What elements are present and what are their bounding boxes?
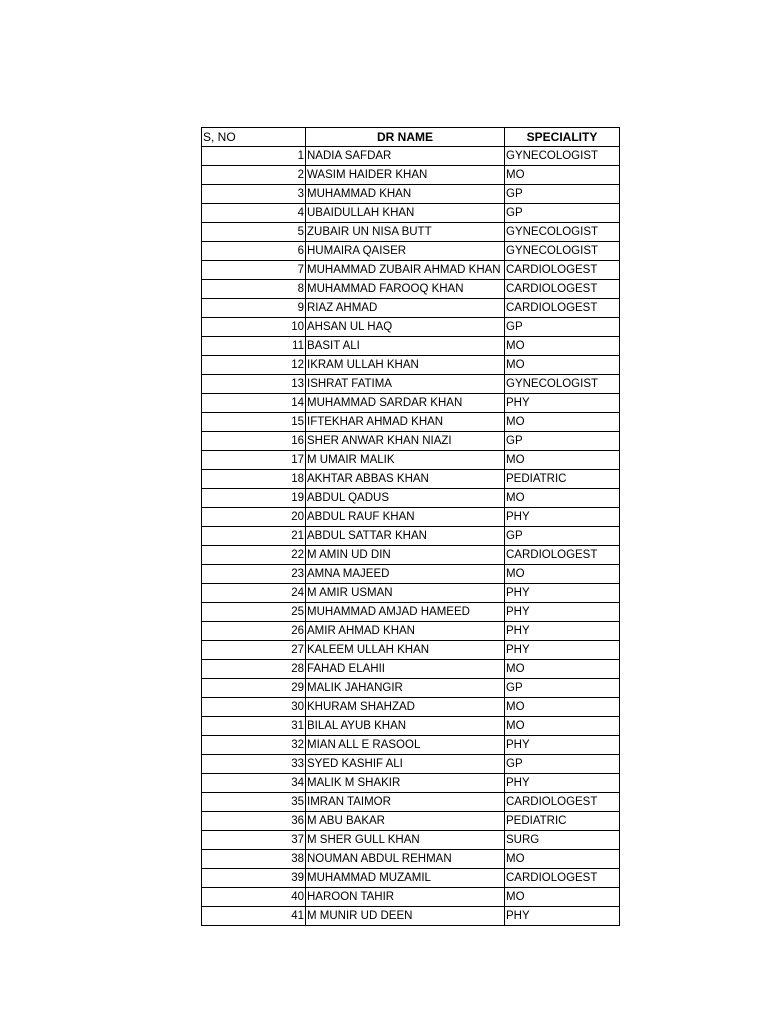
table-row xyxy=(202,641,620,660)
cell-sno: 5 xyxy=(202,223,306,242)
header-row xyxy=(202,128,620,147)
cell-sno: 22 xyxy=(202,546,306,565)
cell-dr-name: M AMIR USMAN xyxy=(306,584,505,603)
cell-speciality: CARDIOLOGEST xyxy=(505,869,620,888)
cell-sno: 1 xyxy=(202,147,306,166)
cell-sno: 13 xyxy=(202,375,306,394)
cell-dr-name: HUMAIRA QAISER xyxy=(306,242,505,261)
cell-sno: 16 xyxy=(202,432,306,451)
cell-speciality: PHY xyxy=(505,622,620,641)
cell-dr-name: MALIK JAHANGIR xyxy=(306,679,505,698)
table-row xyxy=(202,736,620,755)
table-row xyxy=(202,527,620,546)
cell-speciality: MO xyxy=(505,166,620,185)
cell-sno: 37 xyxy=(202,831,306,850)
cell-speciality: PHY xyxy=(505,736,620,755)
cell-speciality: MO xyxy=(505,489,620,508)
cell-sno: 28 xyxy=(202,660,306,679)
table-row xyxy=(202,280,620,299)
cell-speciality: MO xyxy=(505,698,620,717)
cell-dr-name: AMIR AHMAD KHAN xyxy=(306,622,505,641)
cell-speciality: PHY xyxy=(505,641,620,660)
cell-speciality: MO xyxy=(505,337,620,356)
cell-sno: 11 xyxy=(202,337,306,356)
cell-dr-name: SYED KASHIF ALI xyxy=(306,755,505,774)
cell-speciality: CARDIOLOGEST xyxy=(505,261,620,280)
table-row xyxy=(202,204,620,223)
cell-dr-name: MUHAMMAD AMJAD HAMEED xyxy=(306,603,505,622)
cell-sno: 31 xyxy=(202,717,306,736)
cell-sno: 25 xyxy=(202,603,306,622)
cell-sno: 27 xyxy=(202,641,306,660)
table-row xyxy=(202,394,620,413)
cell-dr-name: IFTEKHAR AHMAD KHAN xyxy=(306,413,505,432)
cell-dr-name: ABDUL QADUS xyxy=(306,489,505,508)
table-row xyxy=(202,508,620,527)
cell-dr-name: M ABU BAKAR xyxy=(306,812,505,831)
cell-dr-name: MUHAMMAD ZUBAIR AHMAD KHAN xyxy=(306,261,505,280)
cell-dr-name: M MUNIR UD DEEN xyxy=(306,907,505,926)
cell-sno: 41 xyxy=(202,907,306,926)
table-row xyxy=(202,432,620,451)
cell-dr-name: UBAIDULLAH KHAN xyxy=(306,204,505,223)
cell-dr-name: IKRAM ULLAH KHAN xyxy=(306,356,505,375)
cell-dr-name: ISHRAT FATIMA xyxy=(306,375,505,394)
cell-speciality: GYNECOLOGIST xyxy=(505,375,620,394)
cell-speciality: MO xyxy=(505,717,620,736)
table-row xyxy=(202,166,620,185)
table-row xyxy=(202,185,620,204)
cell-speciality: GYNECOLOGIST xyxy=(505,147,620,166)
cell-dr-name: M UMAIR MALIK xyxy=(306,451,505,470)
table-row xyxy=(202,413,620,432)
cell-sno: 30 xyxy=(202,698,306,717)
cell-dr-name: RIAZ AHMAD xyxy=(306,299,505,318)
cell-sno: 38 xyxy=(202,850,306,869)
table-row xyxy=(202,755,620,774)
cell-dr-name: HAROON TAHIR xyxy=(306,888,505,907)
cell-speciality: GP xyxy=(505,679,620,698)
table-row xyxy=(202,337,620,356)
cell-dr-name: AMNA MAJEED xyxy=(306,565,505,584)
table-row xyxy=(202,698,620,717)
table-row xyxy=(202,888,620,907)
cell-dr-name: BASIT ALI xyxy=(306,337,505,356)
cell-speciality: GP xyxy=(505,318,620,337)
cell-speciality: MO xyxy=(505,565,620,584)
cell-speciality: CARDIOLOGEST xyxy=(505,280,620,299)
table-row xyxy=(202,451,620,470)
cell-dr-name: MIAN ALL E RASOOL xyxy=(306,736,505,755)
cell-dr-name: WASIM HAIDER KHAN xyxy=(306,166,505,185)
table-row xyxy=(202,470,620,489)
cell-dr-name: NADIA SAFDAR xyxy=(306,147,505,166)
cell-dr-name: KALEEM ULLAH KHAN xyxy=(306,641,505,660)
cell-dr-name: MALIK M SHAKIR xyxy=(306,774,505,793)
cell-sno: 34 xyxy=(202,774,306,793)
cell-sno: 21 xyxy=(202,527,306,546)
table-row xyxy=(202,622,620,641)
table-row xyxy=(202,812,620,831)
cell-sno: 4 xyxy=(202,204,306,223)
cell-speciality: PHY xyxy=(505,394,620,413)
table-row xyxy=(202,774,620,793)
cell-speciality: GYNECOLOGIST xyxy=(505,223,620,242)
cell-speciality: MO xyxy=(505,888,620,907)
table-row xyxy=(202,869,620,888)
cell-speciality: GP xyxy=(505,204,620,223)
cell-sno: 29 xyxy=(202,679,306,698)
table-body xyxy=(202,147,620,926)
cell-speciality: MO xyxy=(505,850,620,869)
cell-sno: 35 xyxy=(202,793,306,812)
cell-speciality: MO xyxy=(505,660,620,679)
cell-sno: 26 xyxy=(202,622,306,641)
cell-dr-name: IMRAN TAIMOR xyxy=(306,793,505,812)
table-row xyxy=(202,793,620,812)
cell-speciality: PHY xyxy=(505,603,620,622)
cell-dr-name: MUHAMMAD SARDAR KHAN xyxy=(306,394,505,413)
header-speciality: SPECIALITY xyxy=(505,128,620,147)
cell-sno: 2 xyxy=(202,166,306,185)
cell-dr-name: ABDUL SATTAR KHAN xyxy=(306,527,505,546)
cell-sno: 3 xyxy=(202,185,306,204)
cell-sno: 19 xyxy=(202,489,306,508)
cell-dr-name: ABDUL RAUF KHAN xyxy=(306,508,505,527)
table-row xyxy=(202,831,620,850)
cell-sno: 15 xyxy=(202,413,306,432)
cell-dr-name: AKHTAR ABBAS KHAN xyxy=(306,470,505,489)
cell-dr-name: MUHAMMAD MUZAMIL xyxy=(306,869,505,888)
cell-speciality: MO xyxy=(505,356,620,375)
cell-speciality: SURG xyxy=(505,831,620,850)
cell-sno: 7 xyxy=(202,261,306,280)
cell-speciality: PEDIATRIC xyxy=(505,470,620,489)
cell-sno: 40 xyxy=(202,888,306,907)
cell-dr-name: BILAL AYUB KHAN xyxy=(306,717,505,736)
cell-dr-name: M AMIN UD DIN xyxy=(306,546,505,565)
cell-speciality: PHY xyxy=(505,508,620,527)
cell-speciality: MO xyxy=(505,451,620,470)
doctor-table xyxy=(201,127,620,926)
table-row xyxy=(202,147,620,166)
cell-speciality: PHY xyxy=(505,774,620,793)
cell-sno: 17 xyxy=(202,451,306,470)
cell-speciality: GP xyxy=(505,755,620,774)
cell-dr-name: SHER ANWAR KHAN NIAZI xyxy=(306,432,505,451)
cell-sno: 32 xyxy=(202,736,306,755)
cell-dr-name: MUHAMMAD KHAN xyxy=(306,185,505,204)
table-row xyxy=(202,242,620,261)
table-row xyxy=(202,375,620,394)
table-row xyxy=(202,660,620,679)
cell-sno: 9 xyxy=(202,299,306,318)
table-row xyxy=(202,679,620,698)
cell-speciality: CARDIOLOGEST xyxy=(505,793,620,812)
cell-sno: 18 xyxy=(202,470,306,489)
table-row xyxy=(202,850,620,869)
table-row xyxy=(202,546,620,565)
cell-sno: 36 xyxy=(202,812,306,831)
table-row xyxy=(202,584,620,603)
cell-sno: 20 xyxy=(202,508,306,527)
cell-speciality: PHY xyxy=(505,584,620,603)
cell-dr-name: MUHAMMAD FAROOQ KHAN xyxy=(306,280,505,299)
table-row xyxy=(202,356,620,375)
table-row xyxy=(202,907,620,926)
cell-sno: 23 xyxy=(202,565,306,584)
table-row xyxy=(202,223,620,242)
cell-speciality: GYNECOLOGIST xyxy=(505,242,620,261)
cell-sno: 39 xyxy=(202,869,306,888)
header-dr-name: DR NAME xyxy=(306,128,505,147)
table-row xyxy=(202,603,620,622)
cell-speciality: GP xyxy=(505,527,620,546)
cell-sno: 12 xyxy=(202,356,306,375)
cell-speciality: PHY xyxy=(505,907,620,926)
cell-sno: 24 xyxy=(202,584,306,603)
cell-sno: 8 xyxy=(202,280,306,299)
cell-sno: 10 xyxy=(202,318,306,337)
cell-speciality: GP xyxy=(505,432,620,451)
cell-dr-name: ZUBAIR UN NISA BUTT xyxy=(306,223,505,242)
cell-sno: 14 xyxy=(202,394,306,413)
table-row xyxy=(202,565,620,584)
header-sno: S, NO xyxy=(202,128,306,147)
cell-speciality: CARDIOLOGEST xyxy=(505,299,620,318)
cell-speciality: GP xyxy=(505,185,620,204)
cell-dr-name: M SHER GULL KHAN xyxy=(306,831,505,850)
cell-dr-name: AHSAN UL HAQ xyxy=(306,318,505,337)
cell-speciality: CARDIOLOGEST xyxy=(505,546,620,565)
cell-dr-name: NOUMAN ABDUL REHMAN xyxy=(306,850,505,869)
cell-speciality: MO xyxy=(505,413,620,432)
cell-dr-name: FAHAD ELAHII xyxy=(306,660,505,679)
cell-dr-name: KHURAM SHAHZAD xyxy=(306,698,505,717)
table-row xyxy=(202,717,620,736)
table-row xyxy=(202,489,620,508)
cell-sno: 6 xyxy=(202,242,306,261)
table-row xyxy=(202,261,620,280)
cell-sno: 33 xyxy=(202,755,306,774)
cell-speciality: PEDIATRIC xyxy=(505,812,620,831)
table-row xyxy=(202,299,620,318)
table-row xyxy=(202,318,620,337)
